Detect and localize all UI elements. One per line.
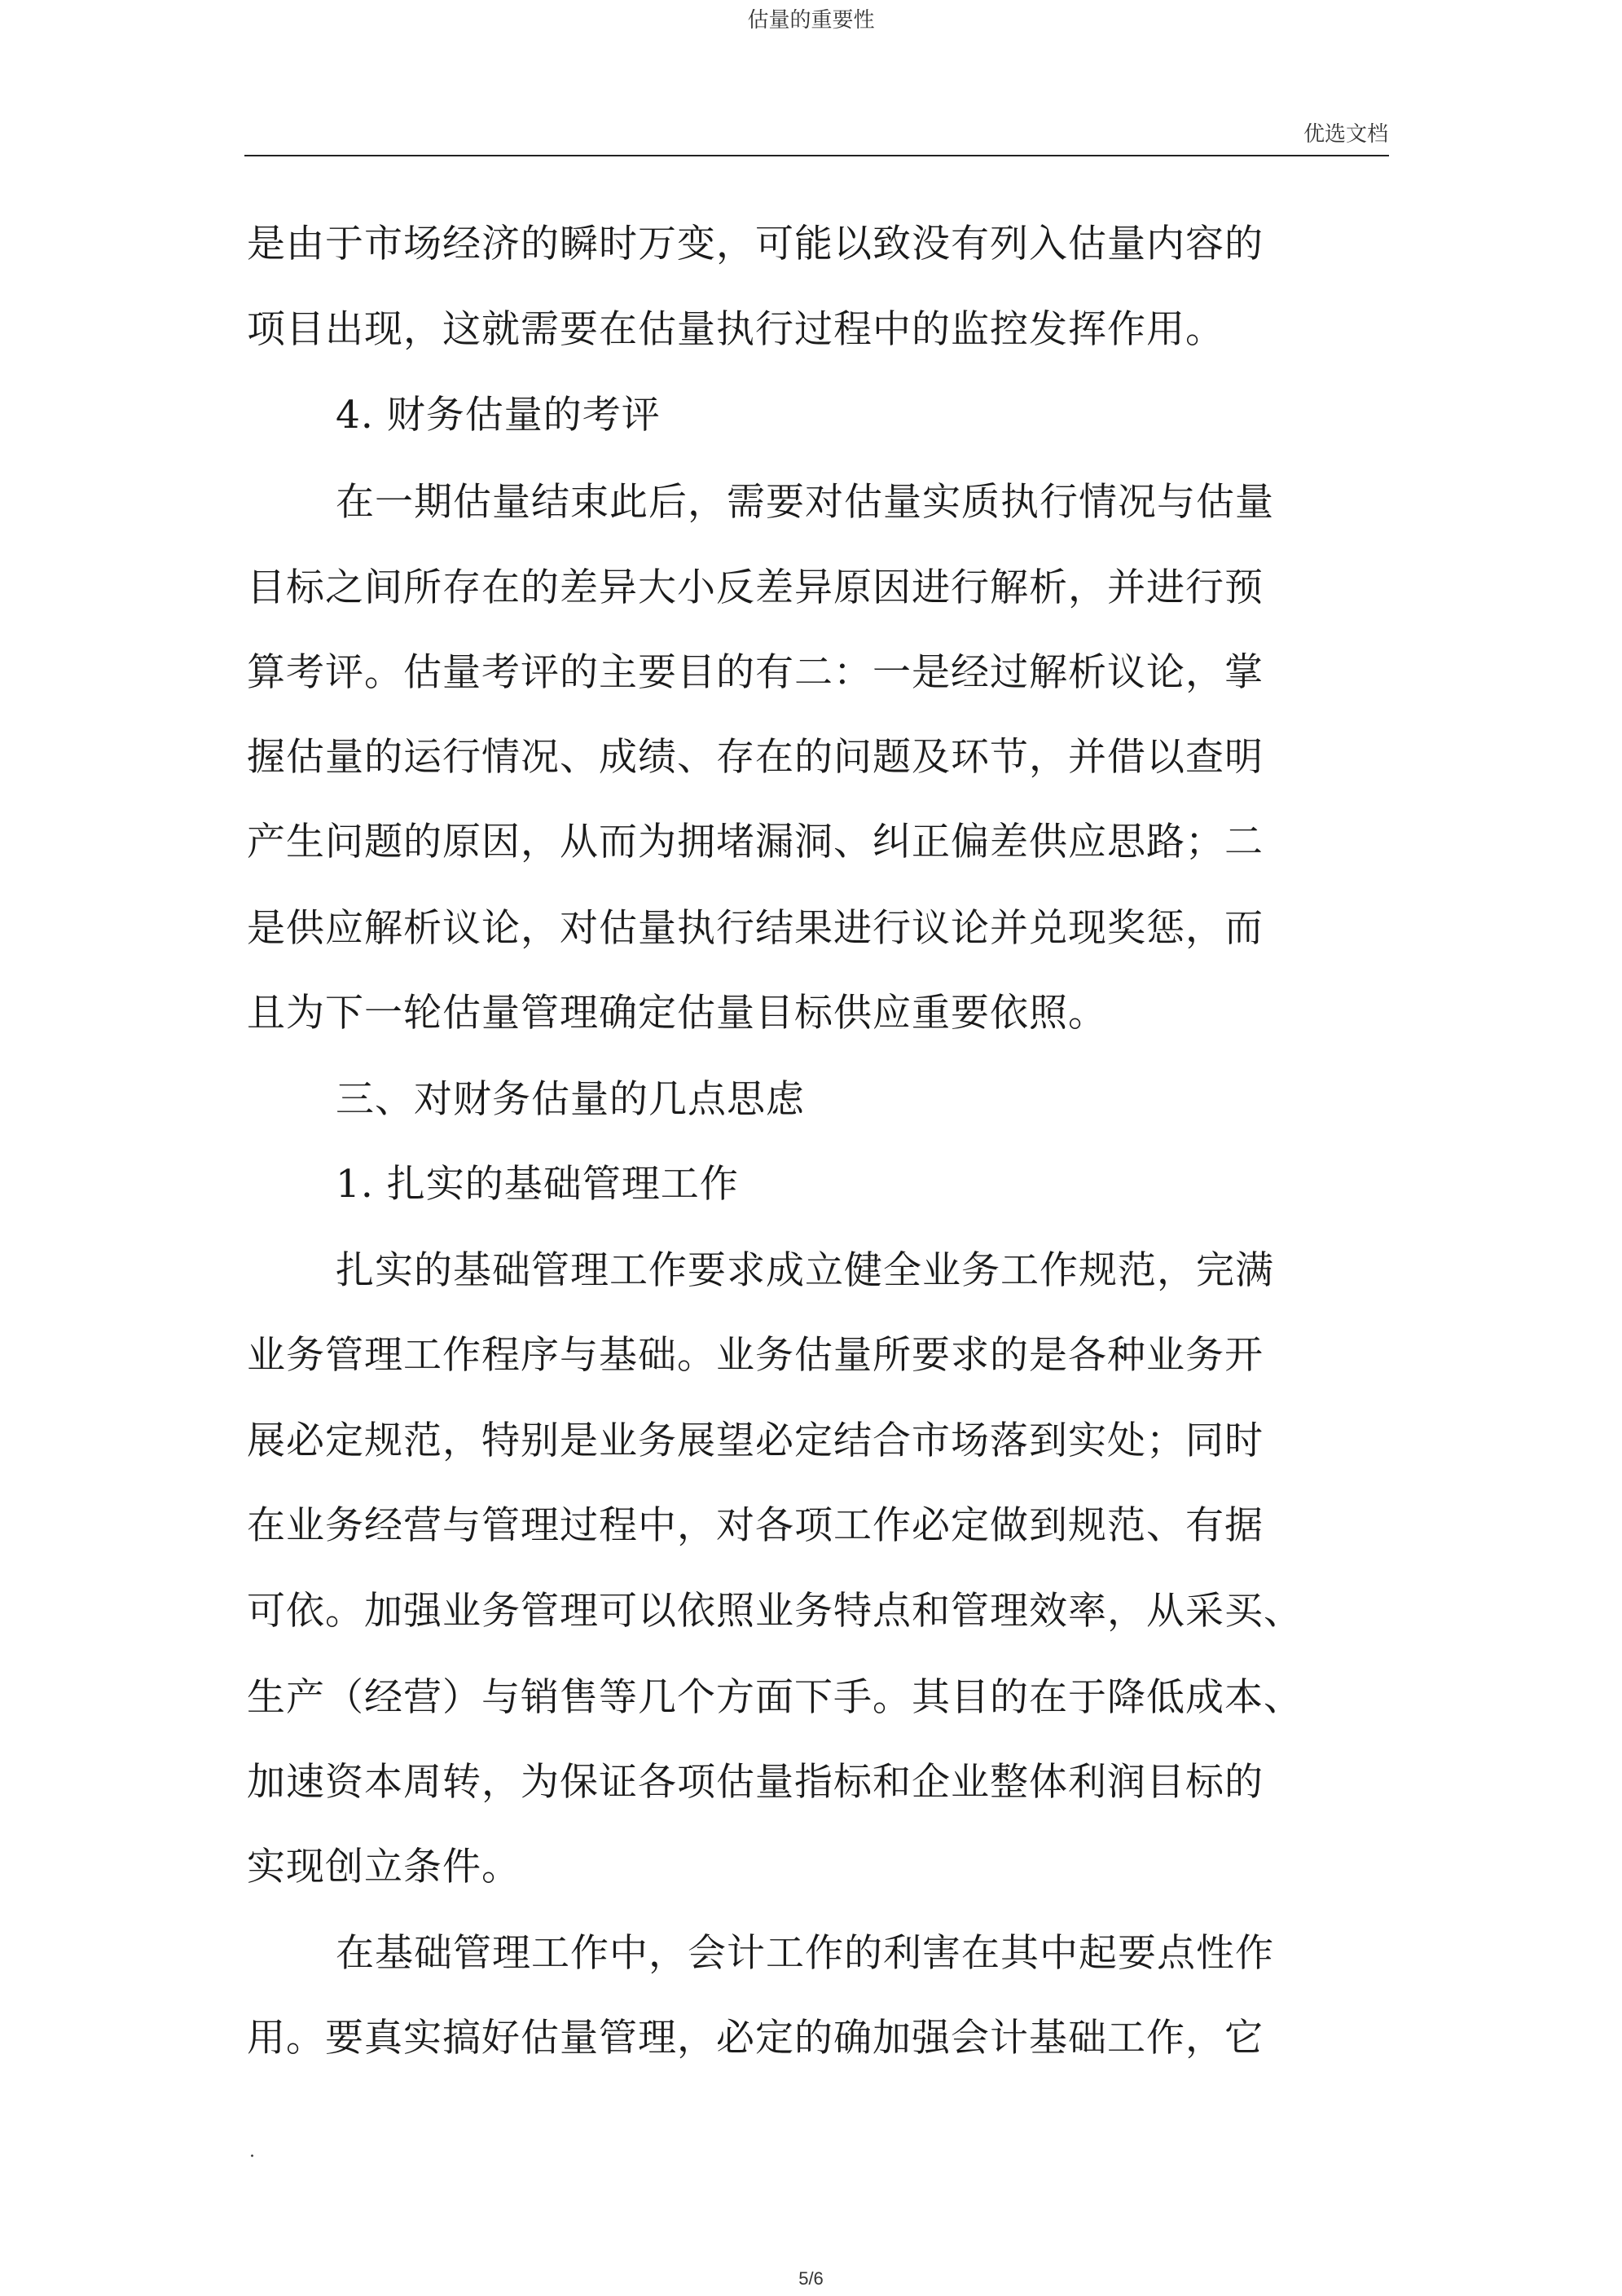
header-label: 优选文档 [1303, 122, 1388, 147]
body-line: 展必定规范，特别是业务展望必定结合市场落到实处；同时 [247, 1419, 1264, 1463]
body-line: 生产（经营）与销售等几个方面下手。其目的在于降低成本、 [247, 1675, 1303, 1720]
page-number: 5/6 [798, 2268, 824, 2289]
section-heading: 三、对财务估量的几点思虑 [336, 1077, 805, 1122]
body-line: 在一期估量结束此后，需要对估量实质执行情况与估量 [336, 480, 1274, 525]
body-line: 扎实的基础管理工作要求成立健全业务工作规范，完满 [336, 1248, 1274, 1293]
body-line: 算考评。估量考评的主要目的有二：一是经过解析议论，掌 [247, 650, 1264, 695]
header-rule [244, 155, 1389, 156]
body-line: 是供应解析议论，对估量执行结果进行议论并兑现奖惩，而 [247, 906, 1264, 951]
body-line: 在基础管理工作中，会计工作的利害在其中起要点性作 [336, 1931, 1274, 1976]
body-line: 加速资本周转，为保证各项估量指标和企业整体利润目标的 [247, 1760, 1264, 1805]
page-title: 估量的重要性 [747, 8, 875, 33]
body-line: 用。要真实搞好估量管理，必定的确加强会计基础工作，它 [247, 2016, 1264, 2061]
body-line: 实现创立条件。 [247, 1845, 521, 1889]
body-line: 是由于市场经济的瞬时万变，可能以致没有列入估量内容的 [247, 222, 1264, 266]
body-line: 项目出现，这就需要在估量执行过程中的监控发挥作用。 [247, 307, 1224, 352]
body-line: 且为下一轮估量管理确定估量目标供应重要依照。 [247, 991, 1107, 1036]
body-line: 可依。加强业务管理可以依照业务特点和管理效率，从采买、 [247, 1589, 1303, 1634]
section-heading: 4. 财务估量的考评 [336, 393, 661, 438]
body-line: 目标之间所存在的差异大小反差异原因进行解析，并进行预 [247, 565, 1264, 610]
body-line: 握估量的运行情况、成绩、存在的问题及环节，并借以查明 [247, 735, 1264, 780]
body-line: 产生问题的原因，从而为拥堵漏洞、纠正偏差供应思路；二 [247, 820, 1264, 864]
body-line: 在业务经营与管理过程中，对各项工作必定做到规范、有据 [247, 1503, 1264, 1548]
footer-mark: . [249, 2141, 255, 2162]
body-line: 业务管理工作程序与基础。业务估量所要求的是各种业务开 [247, 1333, 1264, 1378]
section-heading: 1. 扎实的基础管理工作 [336, 1162, 739, 1207]
